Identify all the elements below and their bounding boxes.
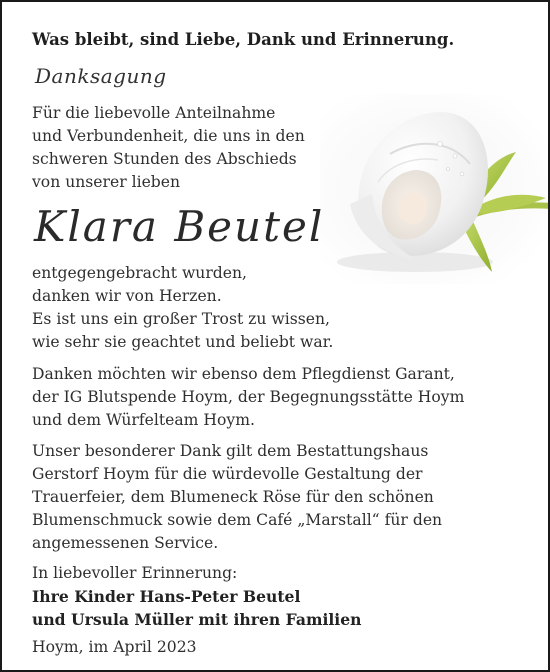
heading-danksagung: Danksagung (35, 64, 167, 88)
white-rose-image (320, 94, 550, 284)
intro-line: von unserer lieben (32, 173, 181, 191)
paragraph-special-thanks (32, 440, 442, 555)
signature-block (32, 562, 361, 631)
text-line: Trauerfeier, dem Blumeneck Röse für den schönen (32, 488, 434, 506)
signature-intro: In liebevoller Erinnerung: (32, 564, 238, 582)
deceased-name: Klara Beutel (34, 202, 325, 251)
text-line: und dem Würfelteam Hoym. (32, 411, 255, 429)
paragraph-thanks (32, 262, 333, 354)
place-date (32, 636, 197, 659)
text-line: Blumenschmuck sowie dem Café „Marstall“ für den (32, 511, 443, 529)
place-date-text: Hoym, im April 2023 (32, 638, 197, 656)
intro-text (32, 102, 305, 194)
text-line: Gerstorf Hoym für die würdevolle Gestaltung der (32, 465, 423, 483)
text-line: angemessenen Service. (32, 534, 219, 552)
text-line: wie sehr sie geachtet und beliebt war. (32, 333, 334, 351)
signature-line: und Ursula Müller mit ihren Familien (32, 610, 362, 629)
text-line: entgegengebracht wurden, (32, 264, 248, 282)
signature-line: Ihre Kinder Hans-Peter Beutel (32, 587, 301, 606)
text-line: Danken möchten wir ebenso dem Pflegdienst Garant, (32, 365, 455, 383)
text-line: der IG Blutspende Hoym, der Begegnungsstätte Hoym (32, 388, 465, 406)
text-line: Es ist uns ein großer Trost zu wissen, (32, 310, 330, 328)
intro-line: Für die liebevolle Anteilnahme (32, 104, 276, 122)
motto: Was bleibt, sind Liebe, Dank und Erinnerung. (32, 30, 455, 49)
text-line: danken wir von Herzen. (32, 287, 222, 305)
intro-line: und Verbundenheit, die uns in den (32, 127, 305, 145)
paragraph-care-thanks (32, 363, 464, 432)
intro-line: schweren Stunden des Abschieds (32, 150, 297, 168)
text-line: Unser besonderer Dank gilt dem Bestattungshaus (32, 442, 429, 460)
